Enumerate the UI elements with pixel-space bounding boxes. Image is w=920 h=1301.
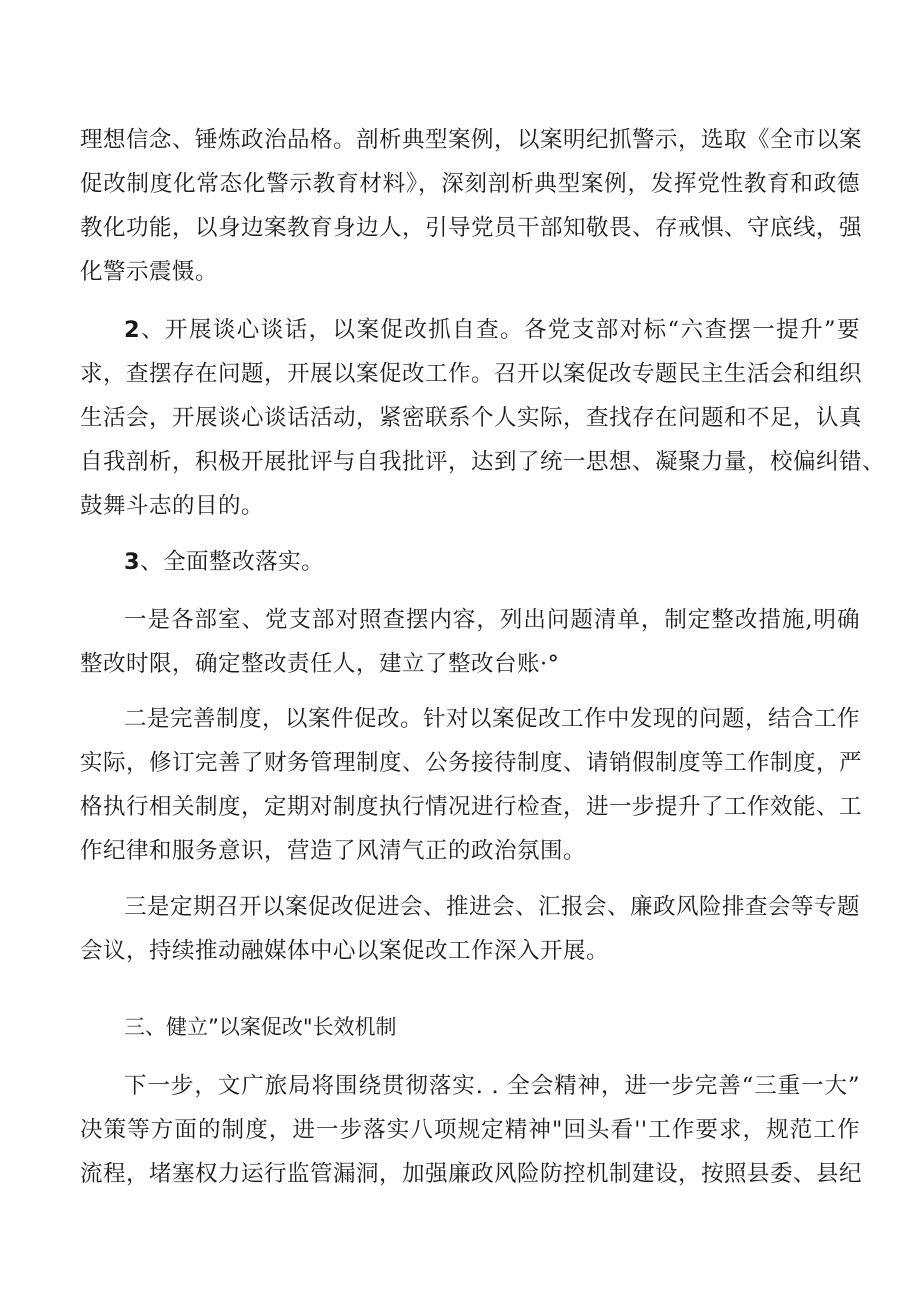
text-line: 化警示震慑。 [80, 259, 219, 285]
text-line: 一是各部室、党支部对照查摆内容，列出问题清单，制定整改措施,明确 [124, 607, 860, 633]
section-heading [80, 1005, 860, 1049]
item-number: 2 [124, 317, 141, 343]
heading-text: 三、健立”以案促改"长效机制 [124, 1015, 397, 1039]
text-line: 生活会，开展谈心谈话活动，紧密联系个人实际，查找存在问题和不足，认真 [80, 405, 863, 431]
text-line: 鼓舞斗志的目的。 [80, 493, 265, 519]
text-line: 二是完善制度，以案件促改。针对以案促改工作中发现的问题，结合工作 [124, 706, 861, 732]
text-line: 三是定期召开以案促改促进会、推进会、汇报会、廉政风险排查会等专题 [124, 894, 861, 920]
paragraph-next-steps [80, 1064, 863, 1196]
paragraph-warning-education [80, 118, 863, 294]
paragraph-second-measure [80, 697, 863, 873]
paragraph-item-3 [80, 540, 860, 584]
text-line: 理想信念、锤炼政治品格。剖析典型案例，以案明纪抓警示，选取《全市以案 [80, 127, 863, 153]
text-line: 下一步，文广旅局将围绕贯彻落实. . 全会精神，进一步完善“三重一大” [124, 1073, 860, 1099]
paragraph-item-2 [80, 308, 886, 528]
text-line [80, 540, 860, 584]
text-line [80, 308, 860, 352]
text-line: 求，查摆存在问题，开展以案促改工作。召开以案促改专题民主生活会和组织 [80, 361, 863, 387]
text-line: 教化功能，以身边案教育身边人，引导党员干部知敬畏、存戒惧、守底线，强 [80, 215, 863, 241]
text-line: 促改制度化常态化警示教育材料》，深刻剖析典型案例，发挥党性教育和政德 [80, 171, 860, 197]
text-line: 实际，修订完善了财务管理制度、公务接待制度、请销假制度等工作制度，严 [80, 750, 863, 776]
text-line: 流程，堵塞权力运行监管漏洞，加强廉政风险防控机制建设，按照县委、县纪 [80, 1161, 863, 1187]
text-line: 整改时限，确定整改责任人，建立了整改台账·° [80, 651, 560, 677]
text-line: 自我剖析，积极开展批评与自我批评，达到了统一思想、凝聚力量，校偏纠错、 [80, 449, 886, 475]
text-line: 会议，持续推动融媒体中心以案促改工作深入开展。 [80, 938, 610, 964]
text-line: 格执行相关制度，定期对制度执行情况进行检查，进一步提升了工作效能、工 [80, 794, 863, 820]
text-segment: 、开展谈心谈话，以案促改抓自查。各党支部对标“六查摆一提升”要 [140, 317, 860, 343]
paragraph-first-measure [80, 598, 860, 686]
text-segment: 、全面整改落实。 [140, 549, 325, 575]
item-number: 3 [124, 549, 141, 575]
paragraph-third-measure [80, 885, 860, 973]
text-line: 作纪律和服务意识，营造了风清气正的政治氛围。 [80, 838, 587, 864]
text-line: 决策等方面的制度，进一步落实八项规定精神"回头看''工作要求，规范工作 [80, 1117, 860, 1143]
